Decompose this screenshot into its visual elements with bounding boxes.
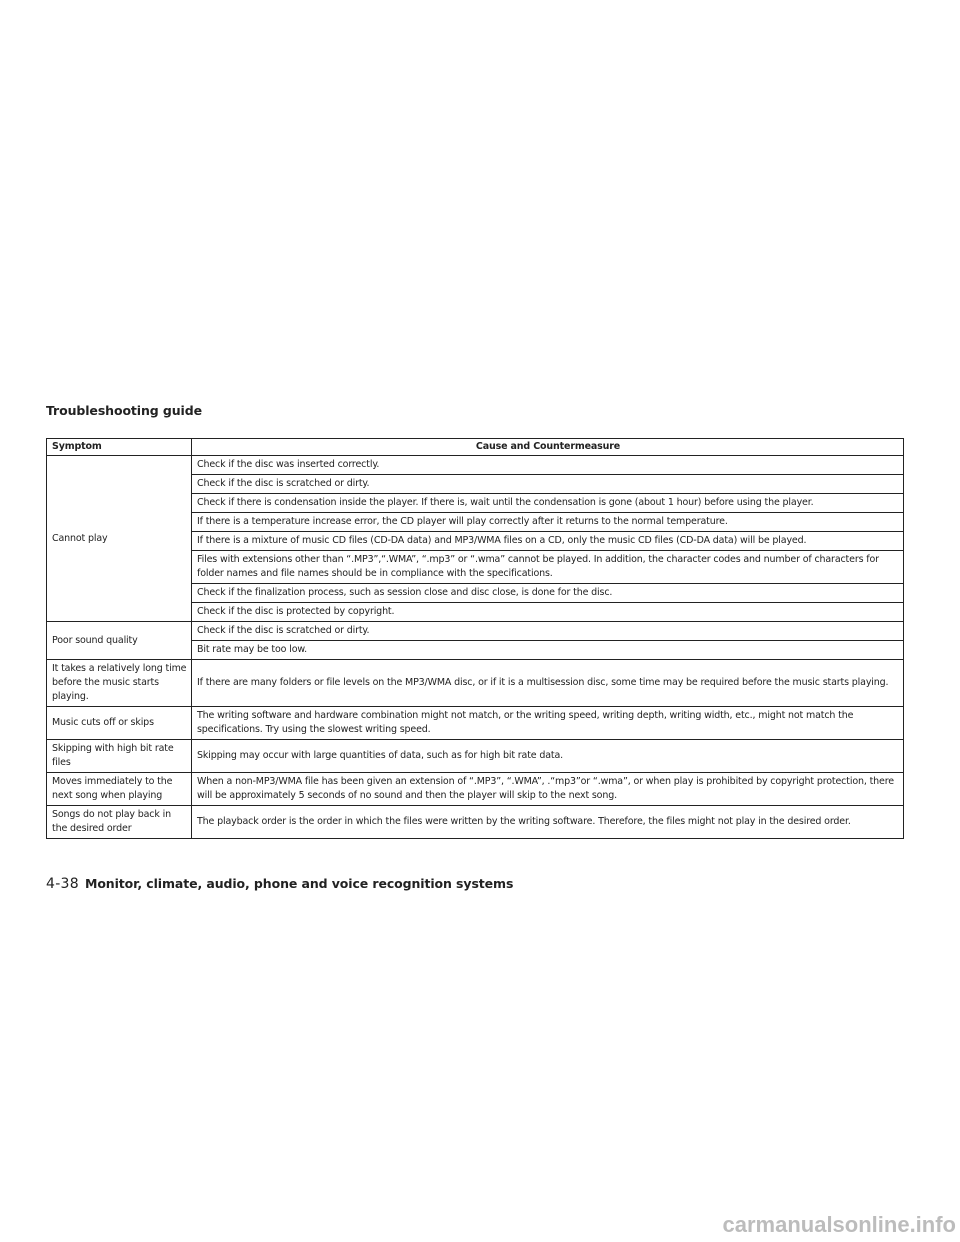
page-number: 4-38 bbox=[46, 876, 79, 892]
troubleshooting-table bbox=[46, 438, 904, 839]
table-row bbox=[47, 773, 904, 806]
symptom-cell: Poor sound quality bbox=[47, 622, 192, 660]
site-watermark: carmanualsonline.info bbox=[722, 1212, 956, 1237]
chapter-title: Monitor, climate, audio, phone and voice recognition systems bbox=[84, 876, 514, 891]
cause-cell: Check if the disc is scratched or dirty. bbox=[192, 475, 904, 494]
symptom-cell: Moves immediately to the next song when playing bbox=[47, 773, 192, 806]
cause-cell: The playback order is the order in which the files were written by the writing software. Therefore, the files might not play in the desired order. bbox=[192, 806, 904, 839]
cause-cell: If there is a temperature increase error, the CD player will play correctly after it returns to the normal temperature. bbox=[192, 513, 904, 532]
table-row bbox=[47, 456, 904, 475]
table-row bbox=[47, 660, 904, 707]
column-header-cause: Cause and Countermeasure bbox=[192, 439, 904, 456]
symptom-cell: Cannot play bbox=[47, 456, 192, 622]
cause-cell: When a non-MP3/WMA file has been given an extension of “.MP3”, “.WMA”, .“mp3”or “.wma”, or when play is prohibited by copyright protection, there will be approximately 5 seconds of no sound and then the player will skip to the next song. bbox=[192, 773, 904, 806]
cause-cell: The writing software and hardware combination might not match, or the writing speed, writing depth, writing width, etc., might not match the specifications. Try using the slowest writing speed. bbox=[192, 707, 904, 740]
table-row bbox=[47, 806, 904, 839]
column-header-symptom: Symptom bbox=[47, 439, 192, 456]
cause-cell: If there are many folders or file levels on the MP3/WMA disc, or if it is a multisession disc, some time may be required before the music starts playing. bbox=[192, 660, 904, 707]
cause-cell: Check if the finalization process, such as session close and disc close, is done for the disc. bbox=[192, 584, 904, 603]
section-title: Troubleshooting guide bbox=[46, 403, 202, 418]
cause-cell: Check if the disc is scratched or dirty. bbox=[192, 622, 904, 641]
table-body bbox=[47, 456, 904, 839]
cause-cell: Bit rate may be too low. bbox=[192, 641, 904, 660]
table-header-row bbox=[47, 439, 904, 456]
table-row bbox=[47, 740, 904, 773]
cause-cell: Check if the disc was inserted correctly. bbox=[192, 456, 904, 475]
symptom-cell: Music cuts off or skips bbox=[47, 707, 192, 740]
cause-cell: Check if there is condensation inside the player. If there is, wait until the condensation is gone (about 1 hour) before using the player. bbox=[192, 494, 904, 513]
symptom-cell: Skipping with high bit rate files bbox=[47, 740, 192, 773]
table-row bbox=[47, 622, 904, 641]
symptom-cell: It takes a relatively long time before the music starts playing. bbox=[47, 660, 192, 707]
table-row bbox=[47, 707, 904, 740]
cause-cell: Files with extensions other than “.MP3”,“.WMA”, “.mp3” or “.wma” cannot be played. In addition, the character codes and number of characters for folder names and file names should be in compliance with the specifications. bbox=[192, 551, 904, 584]
cause-cell: Skipping may occur with large quantities of data, such as for high bit rate data. bbox=[192, 740, 904, 773]
cause-cell: If there is a mixture of music CD files (CD-DA data) and MP3/WMA files on a CD, only the music CD files (CD-DA data) will be played. bbox=[192, 532, 904, 551]
page-footer bbox=[46, 876, 513, 892]
symptom-cell: Songs do not play back in the desired order bbox=[47, 806, 192, 839]
cause-cell: Check if the disc is protected by copyright. bbox=[192, 603, 904, 622]
